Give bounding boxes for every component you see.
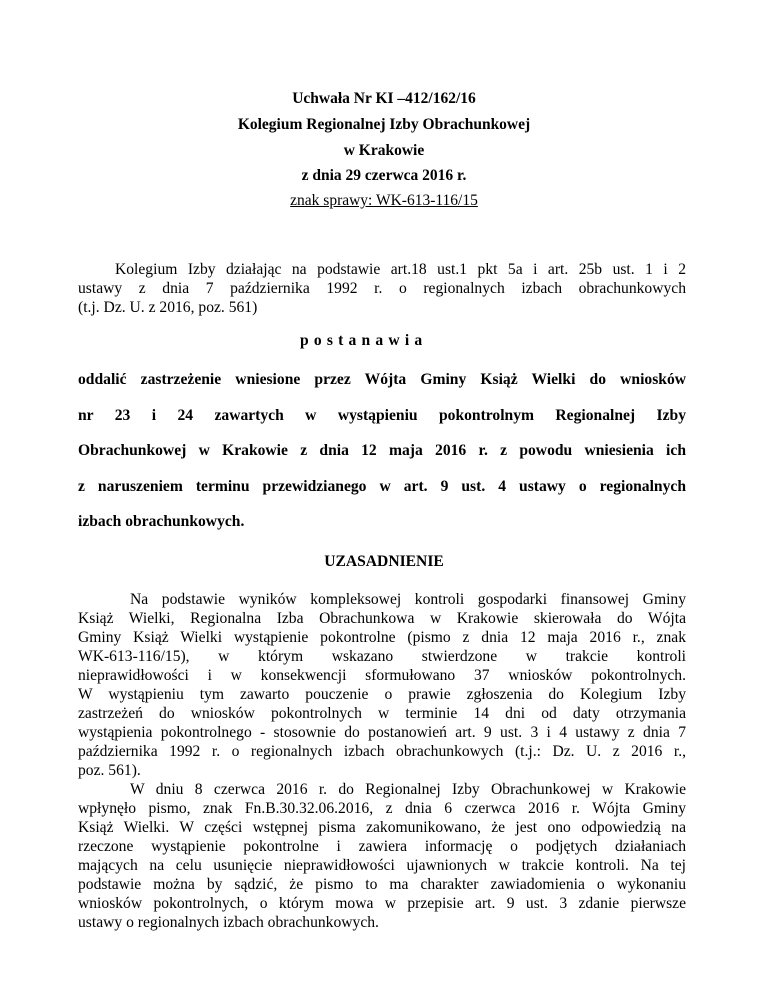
intro-line: ustawy z dnia 7 października 1992 r. o regionalnych izbach obrachunkowych xyxy=(78,280,686,297)
decision-line: oddalić zastrzeżenie wniesione przez Wójta Gminy Książ Wielki do wniosków xyxy=(78,371,686,388)
paragraph1-line: poz. 561). xyxy=(78,762,141,779)
paragraph1-line: W wystąpieniu tym zawarto pouczenie o prawie zgłoszenia do Kolegium Izby xyxy=(78,686,686,703)
decision-word: postanawia xyxy=(300,332,428,349)
intro-line: Kolegium Izby działając na podstawie art.18 ust.1 pkt 5a i art. 25b ust. 1 i 2 xyxy=(115,261,686,278)
paragraph2-line: Książ Wielki. W części wstępnej pisma zakomunikowano, że jest ono odpowiedzią na xyxy=(78,819,686,836)
paragraph2-line: ustawy o regionalnych izbach obrachunkowych. xyxy=(78,914,379,931)
paragraph1-line: października 1992 r. o regionalnych izbach obrachunkowych (t.j.: Dz. U. z 2016 r., xyxy=(78,743,686,760)
paragraph1-line: nieprawidłowości i w konsekwencji sformułowano 37 wniosków pokontrolnych. xyxy=(78,667,686,684)
paragraph1-line: WK-613-116/15), w którym wskazano stwierdzone w trakcie kontroli xyxy=(78,648,686,665)
resolution-title: Uchwała Nr KI –412/162/16 xyxy=(292,90,476,107)
justification-heading: UZASADNIENIE xyxy=(324,553,444,570)
paragraph1-line: Gminy Książ Wielki wystąpienie pokontrolne (pismo z dnia 12 maja 2016 r., znak xyxy=(78,629,686,646)
issuing-city: w Krakowie xyxy=(343,142,425,159)
paragraph2-line: podstawie można by sądzić, że pismo to ma charakter zawiadomienia o wykonaniu xyxy=(78,876,686,893)
issuing-body: Kolegium Regionalnej Izby Obrachunkowej xyxy=(237,116,531,133)
paragraph1-line: Na podstawie wyników kompleksowej kontroli gospodarki finansowej Gminy xyxy=(130,591,686,608)
paragraph2-line: wpłynęło pismo, znak Fn.B.30.32.06.2016, z dnia 6 czerwca 2016 r. Wójta Gminy xyxy=(78,800,686,817)
paragraph2-line: mających na celu usunięcie nieprawidłowości ujawnionych w trakcie kontroli. Na tej xyxy=(78,857,686,874)
case-reference xyxy=(0,191,768,211)
decision-line: nr 23 i 24 zawartych w wystąpieniu pokontrolnym Regionalnej Izby xyxy=(78,407,686,424)
paragraph1-line: wystąpienia pokontrolnego - stosownie do postanowień art. 9 ust. 3 i 4 ustawy z dnia 7 xyxy=(78,724,686,741)
resolution-date: z dnia 29 czerwca 2016 r. xyxy=(301,167,467,184)
paragraph2-line: W dniu 8 czerwca 2016 r. do Regionalnej Izby Obrachunkowej w Krakowie xyxy=(130,781,686,798)
decision-line: izbach obrachunkowych. xyxy=(78,513,245,530)
decision-line: z naruszeniem terminu przewidzianego w art. 9 ust. 4 ustawy o regionalnych xyxy=(78,478,686,495)
paragraph1-line: zastrzeżeń do wniosków pokontrolnych w terminie 14 dni od daty otrzymania xyxy=(78,705,686,722)
paragraph2-line: wniosków pokontrolnych, o którym mowa w przepisie art. 9 ust. 3 zdanie pierwsze xyxy=(78,895,686,912)
intro-line: (t.j. Dz. U. z 2016, poz. 561) xyxy=(78,299,258,316)
paragraph1-line: Książ Wielki, Regionalna Izba Obrachunkowa w Krakowie skierowała do Wójta xyxy=(78,610,686,627)
paragraph2-line: rzeczone wystąpienie pokontrolne i zawiera informację o podjętych działaniach xyxy=(78,838,686,855)
decision-line: Obrachunkowej w Krakowie z dnia 12 maja 2016 r. z powodu wniesienia ich xyxy=(78,442,686,459)
case-reference-text: znak sprawy: WK-613-116/15 xyxy=(290,192,478,209)
